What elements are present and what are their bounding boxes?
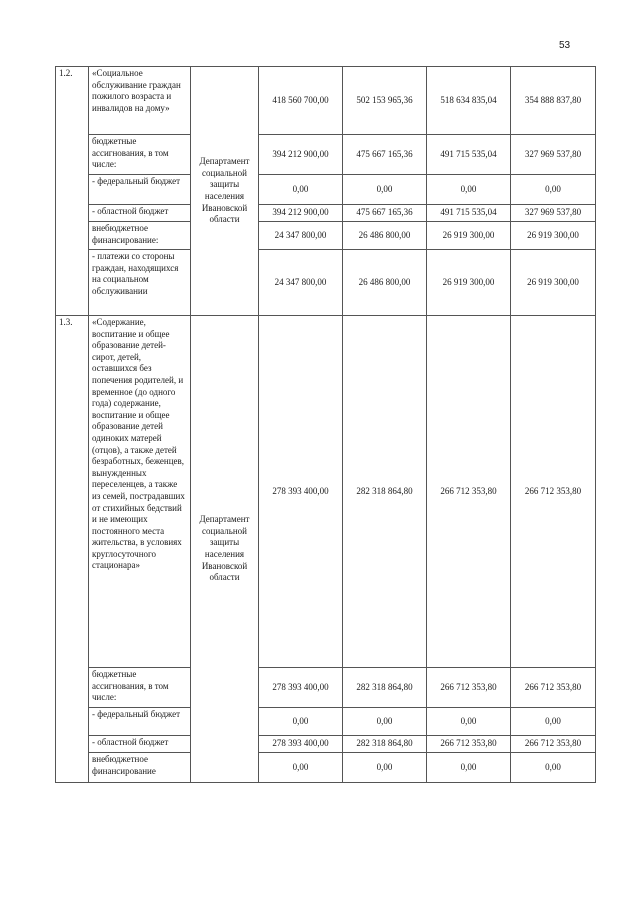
- value-cell: 282 318 864,80: [343, 668, 427, 708]
- row-description: бюджетные ассигнования, в том числе:: [89, 668, 191, 708]
- value-cell: 0,00: [427, 753, 511, 783]
- value-cell: 354 888 837,80: [511, 67, 596, 135]
- table-row: [56, 250, 596, 316]
- value-cell: 327 969 537,80: [511, 135, 596, 175]
- value-cell: 394 212 900,00: [259, 205, 343, 222]
- value-cell: 0,00: [343, 175, 427, 205]
- row-description: - областной бюджет: [89, 736, 191, 753]
- table-row: [56, 316, 596, 668]
- row-description: «Содержание, воспитание и общее образование детей-сирот, детей, оставшихся без попечения родителей, и временное (до одного года) содержание, воспитание и общее образование детей одиноких матерей (отцов), а также детей безработных, беженцев, вынужденных переселенцев, а также из семей, пострадавших от стихийных бедствий и не имеющих постоянного места жительства, в условиях круглосуточного стационара»: [89, 316, 191, 668]
- value-cell: 282 318 864,80: [343, 736, 427, 753]
- budget-table: [55, 66, 596, 783]
- table-row: [56, 205, 596, 222]
- value-cell: 24 347 800,00: [259, 250, 343, 316]
- value-cell: 278 393 400,00: [259, 736, 343, 753]
- value-cell: 26 919 300,00: [511, 250, 596, 316]
- value-cell: 266 712 353,80: [427, 668, 511, 708]
- row-description: внебюджетное финансирование:: [89, 222, 191, 250]
- value-cell: 0,00: [427, 175, 511, 205]
- row-description: внебюджетное финансирование: [89, 753, 191, 783]
- value-cell: 0,00: [259, 753, 343, 783]
- value-cell: 0,00: [259, 175, 343, 205]
- value-cell: 0,00: [259, 708, 343, 736]
- value-cell: 0,00: [511, 753, 596, 783]
- value-cell: 394 212 900,00: [259, 135, 343, 175]
- value-cell: 266 712 353,80: [511, 736, 596, 753]
- value-cell: 26 486 800,00: [343, 222, 427, 250]
- value-cell: 475 667 165,36: [343, 135, 427, 175]
- value-cell: 282 318 864,80: [343, 316, 427, 668]
- table-row: [56, 175, 596, 205]
- value-cell: 24 347 800,00: [259, 222, 343, 250]
- row-description: - платежи со стороны граждан, находящихся на социальном обслуживании: [89, 250, 191, 316]
- page-number: 53: [559, 40, 571, 51]
- value-cell: 0,00: [427, 708, 511, 736]
- value-cell: 266 712 353,80: [511, 316, 596, 668]
- value-cell: 491 715 535,04: [427, 205, 511, 222]
- row-description: - областной бюджет: [89, 205, 191, 222]
- value-cell: 518 634 835,04: [427, 67, 511, 135]
- value-cell: 266 712 353,80: [427, 736, 511, 753]
- row-description: - федеральный бюджет: [89, 708, 191, 736]
- value-cell: 278 393 400,00: [259, 668, 343, 708]
- value-cell: 266 712 353,80: [427, 316, 511, 668]
- value-cell: 26 919 300,00: [511, 222, 596, 250]
- department-cell: Департамент социальной защиты населения Ивановской области: [191, 316, 259, 783]
- value-cell: 26 919 300,00: [427, 222, 511, 250]
- value-cell: 266 712 353,80: [511, 668, 596, 708]
- table-row: [56, 736, 596, 753]
- section-number: 1.3.: [56, 316, 89, 783]
- value-cell: 278 393 400,00: [259, 316, 343, 668]
- table-row: [56, 67, 596, 135]
- table-row: [56, 708, 596, 736]
- value-cell: 26 486 800,00: [343, 250, 427, 316]
- table-row: [56, 668, 596, 708]
- value-cell: 491 715 535,04: [427, 135, 511, 175]
- section-number: 1.2.: [56, 67, 89, 316]
- table-row: [56, 753, 596, 783]
- value-cell: 475 667 165,36: [343, 205, 427, 222]
- row-description: бюджетные ассигнования, в том числе:: [89, 135, 191, 175]
- value-cell: 0,00: [511, 708, 596, 736]
- table-row: [56, 222, 596, 250]
- row-description: - федеральный бюджет: [89, 175, 191, 205]
- table-row: [56, 135, 596, 175]
- value-cell: 26 919 300,00: [427, 250, 511, 316]
- value-cell: 502 153 965,36: [343, 67, 427, 135]
- department-cell: Департамент социальной защиты населения Ивановской области: [191, 67, 259, 316]
- value-cell: 418 560 700,00: [259, 67, 343, 135]
- value-cell: 0,00: [343, 753, 427, 783]
- value-cell: 0,00: [343, 708, 427, 736]
- value-cell: 0,00: [511, 175, 596, 205]
- value-cell: 327 969 537,80: [511, 205, 596, 222]
- row-description: «Социальное обслуживание граждан пожилого возраста и инвалидов на дому»: [89, 67, 191, 135]
